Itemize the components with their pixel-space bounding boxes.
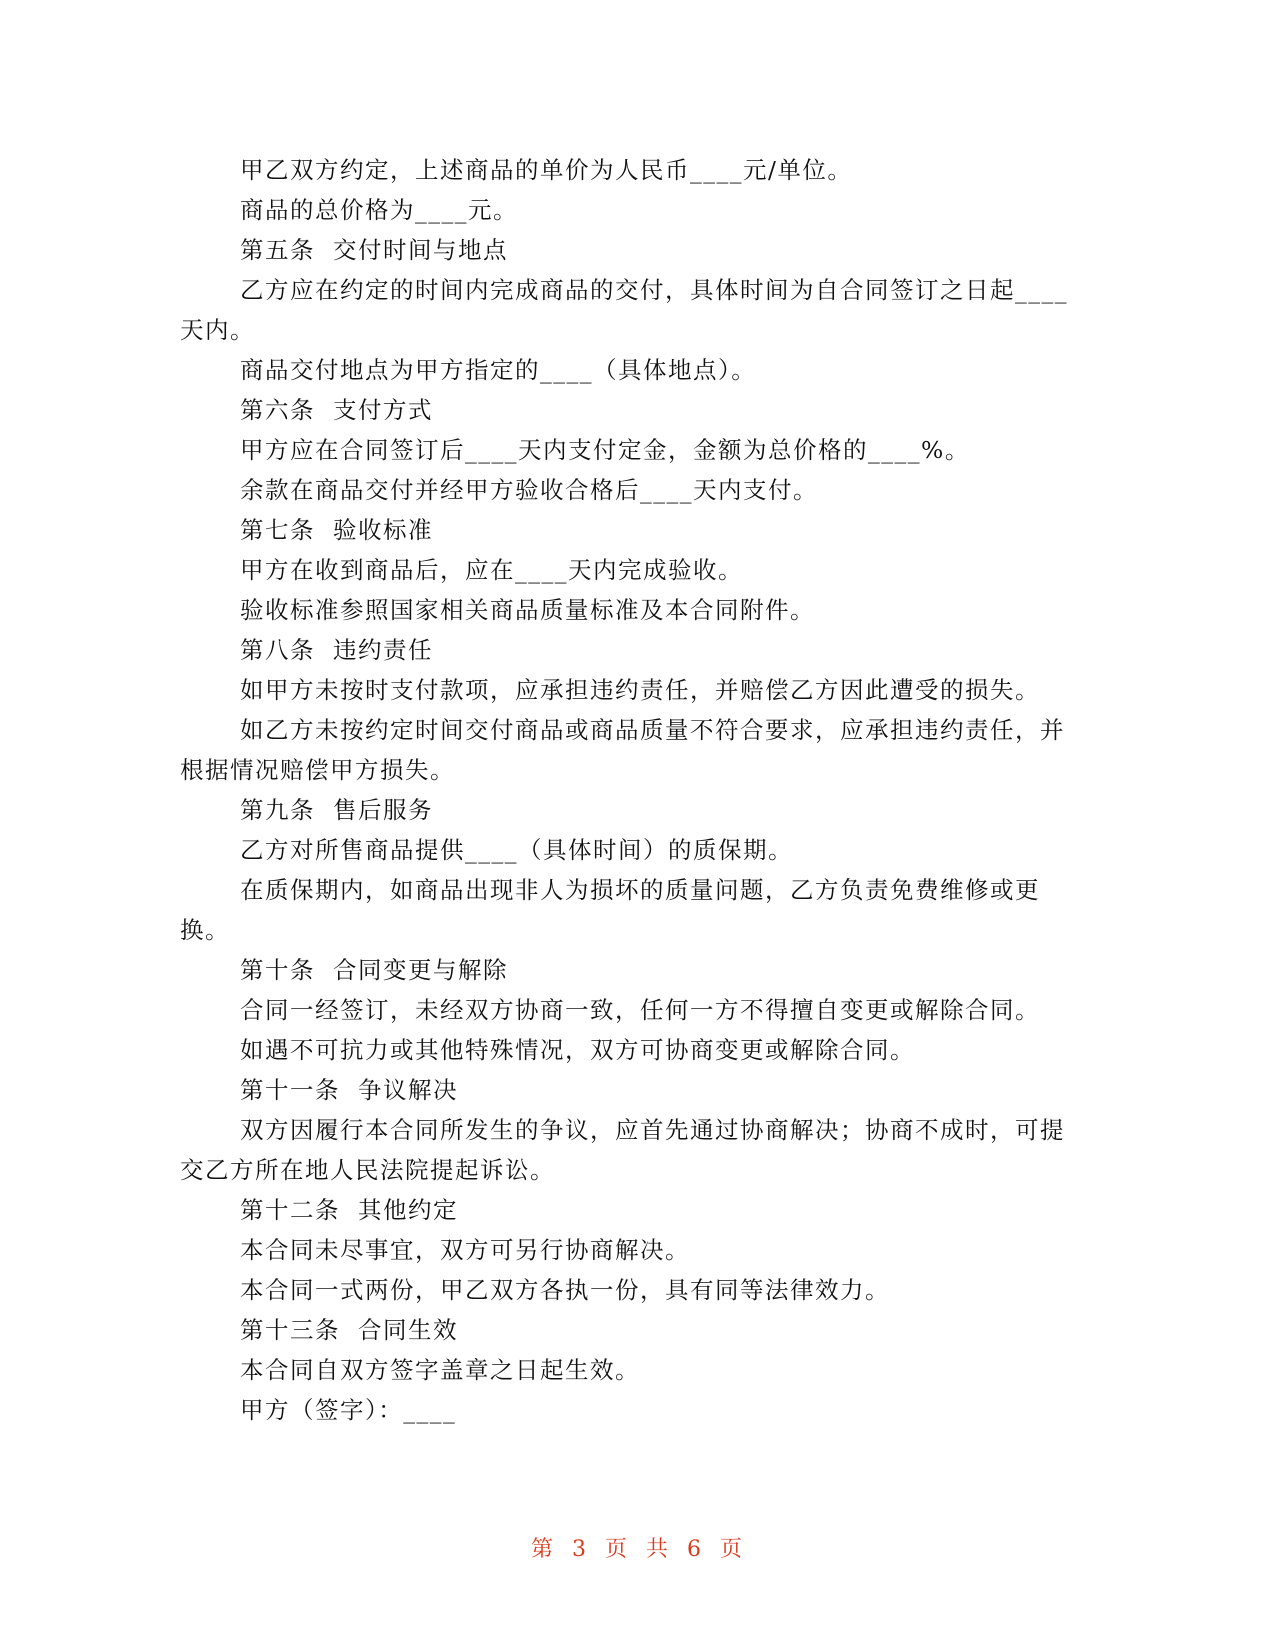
paragraph: 验收标准参照国家相关商品质量标准及本合同附件。 — [240, 596, 815, 624]
paragraph: 双方因履行本合同所发生的争议，应首先通过协商解决；协商不成时，可提交乙方所在地人民法院提起诉讼。 — [180, 1116, 1065, 1184]
section-heading: 第十二条 其他约定 — [240, 1196, 458, 1224]
section-heading: 第五条 交付时间与地点 — [240, 236, 508, 264]
paragraph: 乙方应在约定的时间内完成商品的交付，具体时间为自合同签订之日起____天内。 — [180, 276, 1068, 344]
paragraph: 本合同一式两份，甲乙双方各执一份，具有同等法律效力。 — [240, 1276, 890, 1304]
paragraph: 商品交付地点为甲方指定的____（具体地点）。 — [240, 356, 757, 384]
paragraph: 甲方在收到商品后，应在____天内完成验收。 — [240, 556, 743, 584]
paragraph: 如甲方未按时支付款项，应承担违约责任，并赔偿乙方因此遭受的损失。 — [240, 676, 1040, 704]
document-body — [180, 150, 1080, 1430]
section-heading: 第十三条 合同生效 — [240, 1316, 458, 1344]
paragraph: 甲乙双方约定，上述商品的单价为人民币____元/单位。 — [240, 156, 853, 184]
section-heading: 第六条 支付方式 — [240, 396, 433, 424]
paragraph: 乙方对所售商品提供____（具体时间）的质保期。 — [240, 836, 793, 864]
signature-line: 甲方（签字）：____ — [240, 1396, 457, 1424]
paragraph: 余款在商品交付并经甲方验收合格后____天内支付。 — [240, 476, 818, 504]
paragraph: 在质保期内，如商品出现非人为损坏的质量问题，乙方负责免费维修或更换。 — [180, 876, 1040, 944]
section-heading: 第七条 验收标准 — [240, 516, 433, 544]
paragraph: 本合同未尽事宜，双方可另行协商解决。 — [240, 1236, 690, 1264]
section-heading: 第八条 违约责任 — [240, 636, 433, 664]
section-heading: 第十一条 争议解决 — [240, 1076, 458, 1104]
paragraph: 本合同自双方签字盖章之日起生效。 — [240, 1356, 640, 1384]
paragraph: 合同一经签订，未经双方协商一致，任何一方不得擅自变更或解除合同。 — [240, 996, 1040, 1024]
paragraph: 如乙方未按约定时间交付商品或商品质量不符合要求，应承担违约责任，并根据情况赔偿甲方损失。 — [180, 716, 1065, 784]
paragraph: 如遇不可抗力或其他特殊情况，双方可协商变更或解除合同。 — [240, 1036, 915, 1064]
section-heading: 第十条 合同变更与解除 — [240, 956, 508, 984]
paragraph: 甲方应在合同签订后____天内支付定金，金额为总价格的____%。 — [240, 436, 970, 464]
section-heading: 第九条 售后服务 — [240, 796, 433, 824]
paragraph: 商品的总价格为____元。 — [240, 196, 518, 224]
page-number-footer: 第 3 页 共 6 页 — [531, 1537, 744, 1562]
